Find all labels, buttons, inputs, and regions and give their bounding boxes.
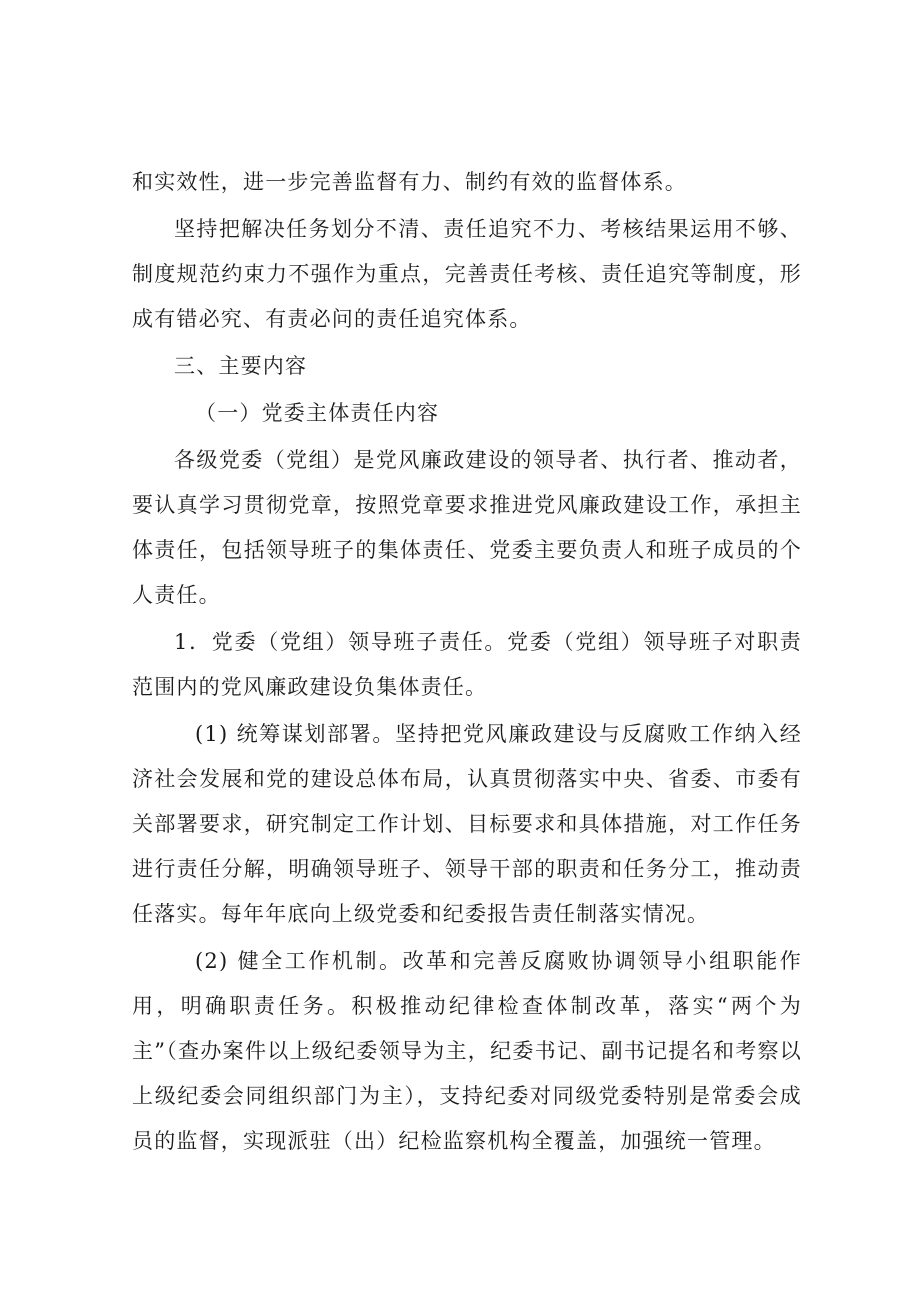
- paragraph-leadership-team-responsibility: 1．党委（党组）领导班子责任。党委（党组）领导班子对职责范围内的党风廉政建设负集体责任。: [132, 630, 802, 699]
- paragraph-party-committee-role: 各级党委（党组）是党风廉政建设的领导者、执行者、推动者，要认真学习贯彻党章，按照党章要求推进党风廉政建设工作，承担主体责任，包括领导班子的集体责任、党委主要负责人和班子成员的个人责任。: [132, 448, 802, 607]
- paragraph-item-planning: (1) 统筹谋划部署。坚持把党风廉政建设与反腐败工作纳入经济社会发展和党的建设总体布局，认真贯彻落实中央、省委、市委有关部署要求，研究制定工作计划、目标要求和具体措施，对工作任务进行责任分解，明确领导班子、领导干部的职责和任务分工，推动责任落实。每年年底向上级党委和纪委报告责任制落实情况。: [132, 722, 802, 926]
- paragraph-accountability-system: 坚持把解决任务划分不清、责任追究不力、考核结果运用不够、制度规范约束力不强作为重点，完善责任考核、责任追究等制度，形成有错必究、有责必问的责任追究体系。: [132, 217, 802, 331]
- subsection-heading-party-committee: （一）党委主体责任内容: [195, 401, 440, 425]
- paragraph-continuation: 和实效性，进一步完善监督有力、制约有效的监督体系。: [132, 170, 687, 194]
- paragraph-item-mechanism: (2) 健全工作机制。改革和完善反腐败协调领导小组职能作用，明确职责任务。积极推动纪律检查体制改革，落实“两个为主”（查办案件以上级纪委领导为主，纪委书记、副书记提名和考察以上级纪委会同组织部门为主），支持纪委对同级党委特别是常委会成员的监督，实现派驻（出）纪检监察机构全覆盖，加强统一管理。: [132, 949, 802, 1153]
- document-body: [132, 160, 802, 1166]
- section-heading-main-content: 三、主要内容: [174, 354, 308, 378]
